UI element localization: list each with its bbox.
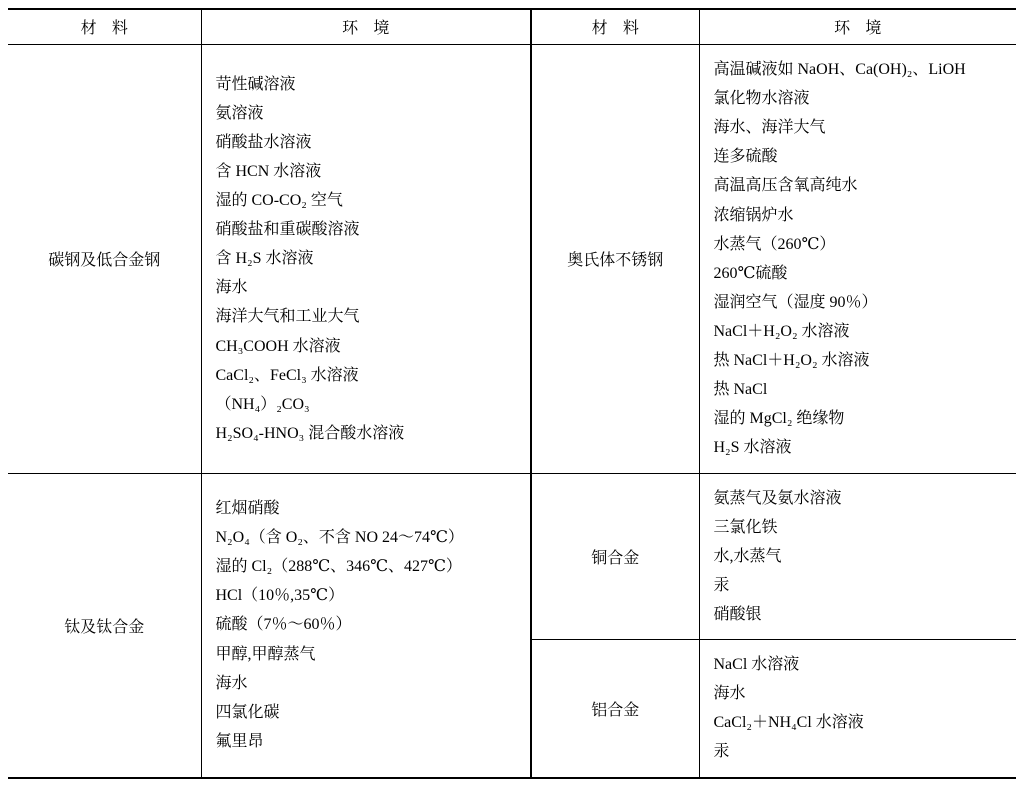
list-item: 海水、海洋大气 [713,119,826,137]
list-item: 260℃硫酸 [713,264,788,282]
list-item: 热 NaCl [713,381,768,399]
environment-list [714,650,1011,766]
list-item: 氨溶液 [215,104,264,122]
list-item: NaCl＋H₂O₂ 水溶液 [713,322,850,340]
list-item: 三氯化铁 [713,518,778,536]
environment-cell-carbon-steel [201,45,531,474]
material-cell-carbon-steel: 碳钢及低合金钢 [8,45,201,474]
list-item: 湿的 MgCl₂ 绝缘物 [713,410,845,428]
list-item: 硝酸盐和重碳酸溶液 [215,221,360,239]
list-item: 氨蒸气及氨水溶液 [713,489,842,507]
column-header-material-right: 材 料 [531,9,699,45]
list-item: （NH₄）₂CO₃ [215,395,310,413]
table-row [8,473,1016,640]
list-item: 硝酸盐水溶液 [215,133,312,151]
table-row [8,45,1016,474]
list-item: 苛性碱溶液 [215,75,296,93]
list-item: 甲醇,甲醇蒸气 [215,645,316,663]
list-item: N₂O₄（含 O₂、不含 NO 24～74℃） [215,529,464,547]
list-item: 汞 [713,743,730,761]
table-body [8,45,1016,778]
environment-cell-austenitic-stainless-steel [699,45,1016,474]
table-header [8,9,1016,45]
list-item: 汞 [713,576,730,594]
material-cell-titanium: 钛及钛合金 [8,473,201,777]
list-item: 湿的 Cl₂（288℃、346℃、427℃） [215,558,462,576]
list-item: 热 NaCl＋H₂O₂ 水溶液 [713,352,870,370]
list-item: H₂SO₄-HNO₃ 混合酸水溶液 [215,424,405,442]
list-item: 红烟硝酸 [215,500,280,518]
environment-list [216,494,525,756]
document-page [0,8,1024,796]
environment-list [216,70,525,448]
list-item: 湿的 CO-CO₂ 空气 [215,191,343,209]
material-cell-austenitic-stainless-steel: 奥氏体不锈钢 [531,45,699,474]
list-item: 硫酸（7％～60％） [215,616,352,634]
column-header-environment-left: 环 境 [201,9,531,45]
environment-cell-titanium [201,473,531,777]
stress-corrosion-table [8,8,1016,779]
column-header-material-left: 材 料 [8,9,201,45]
list-item: 四氯化碳 [215,703,280,721]
list-item: 海水 [713,685,746,703]
column-header-environment-right: 环 境 [699,9,1016,45]
list-item: 硝酸银 [713,605,762,623]
material-cell-copper-alloy: 铜合金 [531,473,699,640]
list-item: 含 H₂S 水溶液 [215,250,314,268]
material-cell-aluminum-alloy: 铝合金 [531,640,699,778]
list-item: 含 HCN 水溶液 [215,162,322,180]
list-item: H₂S 水溶液 [713,439,792,457]
list-item: 海水 [215,674,248,692]
list-item: 高温碱液如 NaOH、Ca(OH)₂、LiOH [713,61,966,78]
list-item: CH₃COOH 水溶液 [215,337,341,355]
list-item: 水蒸气（260℃） [713,235,836,253]
environment-list [714,55,1011,463]
list-item: CaCl₂＋NH₄Cl 水溶液 [713,714,864,732]
list-item: CaCl₂、FeCl₃ 水溶液 [215,366,359,384]
list-item: HCl（10％,35℃） [215,587,345,605]
environment-cell-copper-alloy [699,473,1016,640]
list-item: 湿润空气（湿度 90％） [713,293,878,311]
list-item: 连多硫酸 [713,148,778,166]
list-item: 水,水蒸气 [713,547,782,565]
list-item: 浓缩锅炉水 [713,206,794,224]
environment-list [714,484,1011,630]
list-item: 高温高压含氧高纯水 [713,177,858,195]
list-item: 氟里昂 [215,732,264,750]
list-item: 海洋大气和工业大气 [215,308,360,326]
list-item: 海水 [215,279,248,297]
list-item: NaCl 水溶液 [713,656,800,674]
list-item: 氯化物水溶液 [713,90,810,108]
environment-cell-aluminum-alloy [699,640,1016,778]
